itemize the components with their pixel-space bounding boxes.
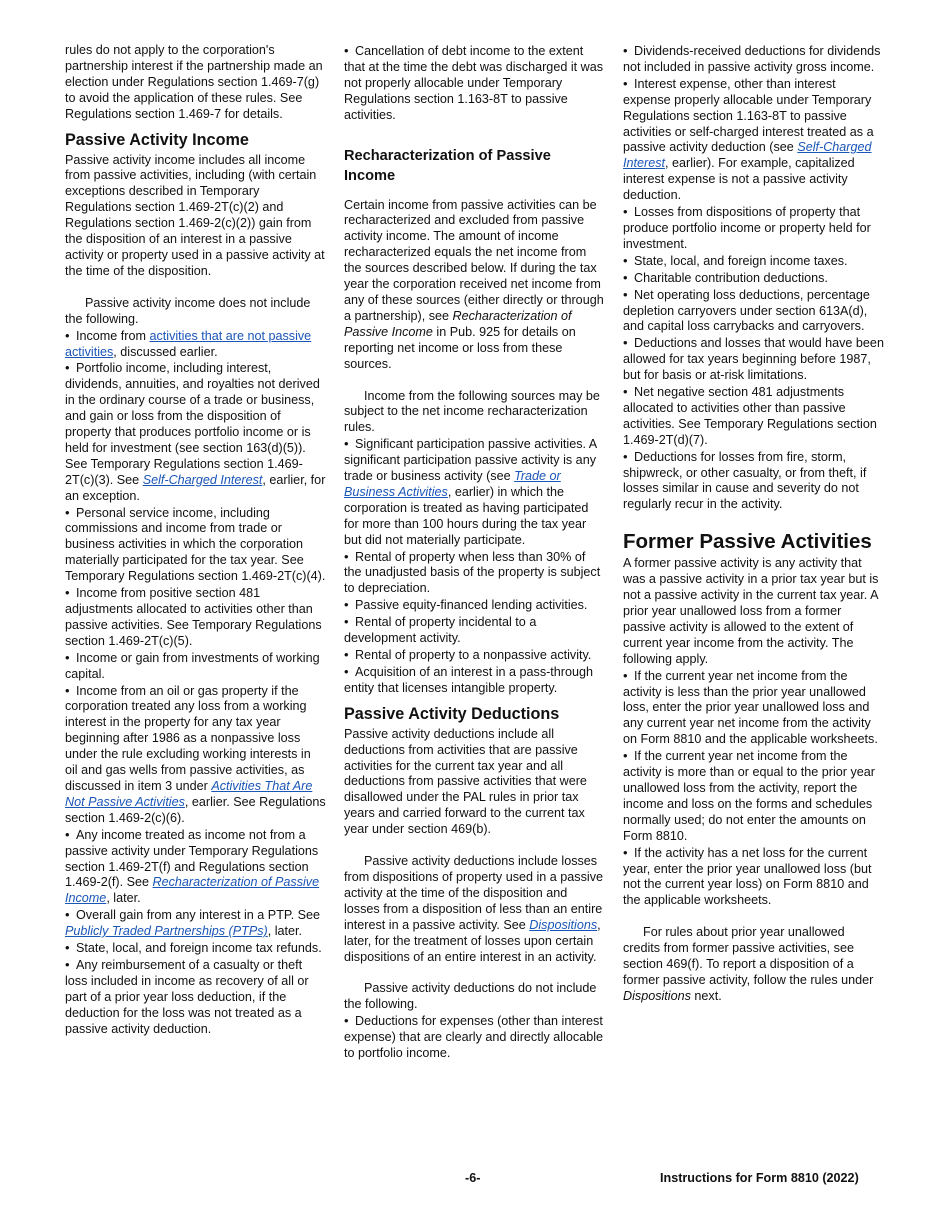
paragraph: For rules about prior year unallowed credits from former passive activities, see section 469(f). To report a disposition of a former passive activity, follow the rules under Dispositions next. — [623, 925, 874, 1003]
bullet-item: • Passive equity-financed lending activities. — [344, 597, 605, 614]
bullet-item: • Income or gain from investments of working capital. — [65, 650, 326, 683]
bullet-item: • Income from an oil or gas property if the corporation treated any loss from a working interest in the property for any tax year beginning after 1986 as a nonpassive loss under the rule excluding working interests in oil and gas wells from passive activities, as discussed in item 3 under Activities That Are Not Passive Activities, earlier. See Regulations section 1.469-2(c)(6). — [65, 683, 326, 827]
heading-passive-activity-income: Passive Activity Income — [65, 130, 249, 149]
bullet-item: • Rental of property when less than 30% of the unadjusted basis of the property is subject to depreciation. — [344, 549, 605, 598]
paragraph: Passive activity income does not include the following. — [65, 295, 311, 326]
bullet-item: • Cancellation of debt income to the extent that at the time the debt was discharged it was not properly allocable under Temporary Regulations section 1.163-8T to passive activities. — [344, 43, 605, 124]
paragraph: rules do not apply to the corporation's partnership interest if the partnership made an election under Regulations section 1.469-7(g) to avoid the application of these rules. See Regulations section 1.469-7 for details. — [65, 43, 323, 121]
bullet-item: • Portfolio income, including interest, dividends, annuities, and royalties not derived in the ordinary course of a trade or business, and gain or loss from the disposition of property that produces portfolio income or is held for investment (see section 163(d)(5)). See Temporary Regulations section 1.469-2T(c)(3). See Self-Charged Interest, earlier, for an exception. — [65, 360, 326, 504]
bullet-item: • Acquisition of an interest in a pass-through entity that licenses intangible property. — [344, 664, 605, 697]
bullet-item: • Personal service income, including commissions and income from trade or business activities in which the corporation materially participated for the tax year. See Temporary Regulations section 1.469-2T(c)(4). — [65, 505, 326, 586]
link-activities-that-are-not-passive[interactable]: Activities That Are Not Passive Activities — [65, 778, 313, 809]
link-self-charged-interest[interactable]: Self-Charged Interest — [623, 140, 872, 171]
bullet-item: • If the current year net income from the activity is less than the prior year unallowed loss, enter the prior year unallowed loss and any current year net income from the activity on Form 8810 and the applicable worksheets. — [623, 668, 884, 749]
bullet-item: • If the activity has a net loss for the current year, enter the prior year unallowed loss (but not the current year loss) on Form 8810 and the applicable worksheets. — [623, 845, 884, 910]
bullet-item: • Losses from dispositions of property that produce portfolio income or property held for investment. — [623, 204, 884, 253]
bullet-item: • Income from activities that are not passive activities, discussed earlier. — [65, 328, 326, 361]
bullet-item: • Rental of property to a nonpassive activity. — [344, 647, 605, 664]
bullet-item: • Deductions and losses that would have been allowed for tax years beginning before 1987, but for basis or at-risk limitations. — [623, 335, 884, 384]
bullet-item: • State, local, and foreign income taxes. — [623, 253, 884, 270]
column-3 — [623, 43, 884, 1005]
bullet-item: • Overall gain from any interest in a PTP. See Publicly Traded Partnerships (PTPs), later. — [65, 907, 326, 940]
page-number: -6- — [465, 1171, 481, 1185]
paragraph: A former passive activity is any activity that was a passive activity in a prior tax year but is not a passive activity in the current tax year. A prior year unallowed loss from a former passive activity is allowed to the extent of current year income from the activity. The following apply. — [623, 556, 879, 666]
paragraph: Passive activity deductions do not include the following. — [344, 981, 597, 1012]
bullet-item: • Any reimbursement of a casualty or theft loss included in income as recovery of all or part of a prior year loss deduction, if the deduction for the loss was not treated as a passive activity deduction. — [65, 957, 326, 1038]
bullet-item: • Income from positive section 481 adjustments allocated to activities other than passive activities. See Temporary Regulations section 1.469-2T(c)(5). — [65, 585, 326, 650]
bullet-item: • Charitable contribution deductions. — [623, 270, 884, 287]
link-ptps[interactable]: Publicly Traded Partnerships (PTPs) — [65, 924, 268, 939]
link-recharacterization[interactable]: Recharacterization of Passive Income — [65, 875, 320, 906]
paragraph: Passive activity deductions include all deductions from activities that are passive activities for the current tax year and all deductions from passive activities that were disallowed under the PAL rules in prior tax years and carried forward to the current tax year under section 469(b). — [344, 726, 587, 837]
bullet-item: • Net negative section 481 adjustments allocated to activities other than passive activities. See Temporary Regulations section 1.469-2T(d)(7). — [623, 384, 884, 449]
link-activities-not-passive[interactable]: activities that are not passive activities — [65, 328, 312, 359]
bullet-item: • Rental of property incidental to a development activity. — [344, 614, 605, 647]
bullet-item: • State, local, and foreign income tax refunds. — [65, 940, 326, 957]
bullet-item: • Dividends-received deductions for dividends not included in passive activity gross income. — [623, 43, 884, 76]
bullet-item: • Interest expense, other than interest expense properly allocable under Temporary Regulations section 1.163-8T to passive activities or self-charged interest treated as a passive activity deduction (see Self-Charged Interest, earlier). For example, capitalized interest expense is not a passive activity deduction. — [623, 76, 884, 204]
link-dispositions[interactable]: Dispositions — [529, 917, 598, 932]
column-1 — [65, 43, 326, 1037]
bullet-item: • If the current year net income from the activity is more than or equal to the prior year unallowed loss from the activity, report the income and loss on the forms and schedules normally used; do not enter the amounts on Form 8810. — [623, 748, 884, 844]
link-self-charged-interest[interactable]: Self-Charged Interest — [142, 472, 263, 487]
bullet-item: • Deductions for expenses (other than interest expense) that are clearly and directly allocable to portfolio income. — [344, 1013, 605, 1062]
bullet-item: • Deductions for losses from fire, storm, shipwreck, or other casualty, or from theft, if losses similar in cause and severity do not regularly recur in the activity. — [623, 449, 884, 514]
footer-title: Instructions for Form 8810 (2022) — [660, 1171, 859, 1185]
paragraph: Passive activity income includes all income from passive activities, including (with certain exceptions described in Temporary Regulations section 1.469-2T(c)(2) and Regulations section 1.469-2(c)(2)) gain from the disposition of an interest in a passive activity or property used in a passive activity at the time of the disposition. — [65, 152, 325, 278]
paragraph: Certain income from passive activities can be recharacterized and excluded from passive activity income. The amount of income recharacterized equals the net income from the sources described below. If during the tax year the corporation received net income from any of these sources (either directly or through a partnership), see Recharacterization of Passive Income in Pub. 925 for details on reporting net income or loss from these sources. — [344, 197, 604, 371]
heading-passive-activity-deductions: Passive Activity Deductions — [344, 704, 560, 723]
column-2 — [344, 43, 605, 1062]
bullet-item: • Net operating loss deductions, percentage depletion carryovers under section 613A(d), and capital loss carrybacks and carryovers. — [623, 287, 884, 336]
bullet-item: • Significant participation passive activities. A significant participation passive activity is any trade or business activity (see Trade or Business Activities, earlier) in which the corporation is treated as having participated for more than 100 hours during the tax year but did not materially participate. — [344, 436, 605, 548]
paragraph: Income from the following sources may be subject to the net income recharacterization rules. — [344, 388, 600, 435]
bullet-item: • Any income treated as income not from a passive activity under Temporary Regulations section 1.469-2T(f) and Regulations section 1.469-2(f). See Recharacterization of Passive Income, later. — [65, 827, 326, 908]
link-trade-or-business[interactable]: Trade or Business Activities — [344, 469, 561, 499]
heading-recharacterization: Recharacterization of Passive Income — [344, 147, 551, 184]
heading-former-passive-activities: Former Passive Activities — [623, 530, 872, 554]
paragraph: Passive activity deductions include losses from dispositions of property used in a passive activity at the time of the disposition and losses from a disposition of less than an entire interest in a passive activity. See Dispositions, later, for the treatment of losses upon certain dispositions of an entire interest in an activity. — [344, 854, 604, 964]
